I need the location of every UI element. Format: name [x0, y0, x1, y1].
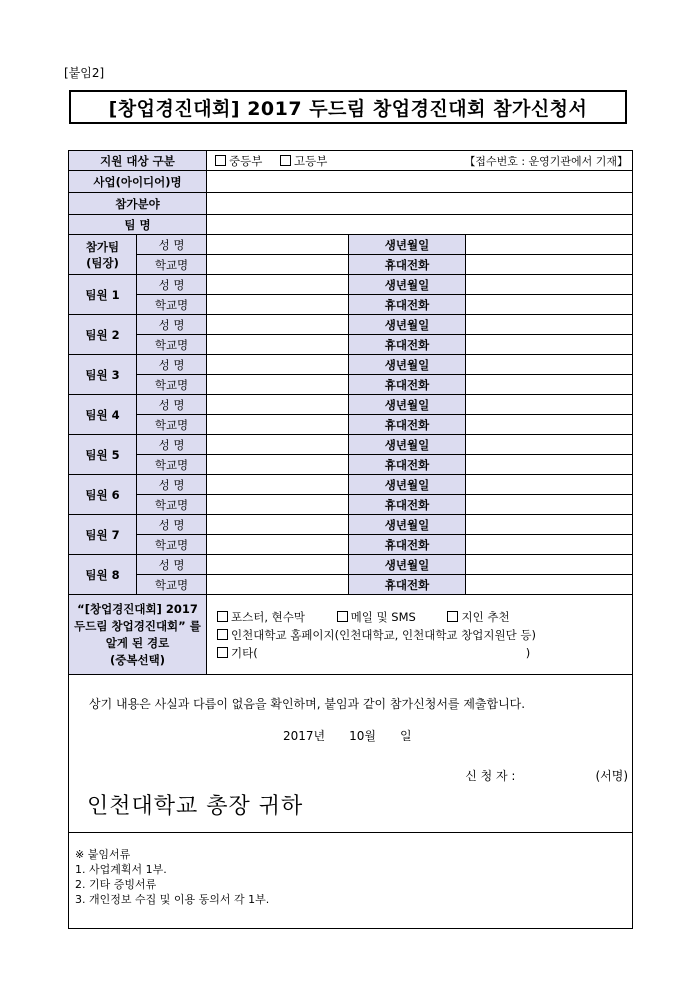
support-label: 지원 대상 구분	[69, 151, 207, 171]
business-name-input[interactable]	[207, 171, 633, 193]
member-phone-input[interactable]	[466, 375, 633, 395]
leader-phone-label: 휴대전화	[349, 255, 466, 275]
option-poster: 포스터, 현수막	[231, 609, 305, 624]
option-homepage: 인천대학교 홈페이지(인천대학교, 인천대학교 창업지원단 등)	[231, 627, 536, 642]
member-phone-input[interactable]	[466, 295, 633, 315]
member-name-label: 성 명	[137, 515, 207, 535]
attachments-section	[69, 833, 633, 929]
member-phone-label: 휴대전화	[349, 295, 466, 315]
member-phone-input[interactable]	[466, 415, 633, 435]
attachment-item: 1. 사업계획서 1부.	[75, 863, 167, 876]
member-school-input[interactable]	[207, 455, 349, 475]
leader-label: 참가팀 (팀장)	[69, 235, 137, 275]
member-school-label: 학교명	[137, 455, 207, 475]
member-name-input[interactable]	[207, 475, 349, 495]
leader-school-label: 학교명	[137, 255, 207, 275]
member-birth-input[interactable]	[466, 395, 633, 415]
member-school-label: 학교명	[137, 335, 207, 355]
receipt-number-note: 【접수번호 : 운영기관에서 기재】	[464, 154, 629, 168]
option-mail-sms: 메일 및 SMS	[350, 609, 416, 624]
member-name-input[interactable]	[207, 395, 349, 415]
member-school-input[interactable]	[207, 295, 349, 315]
member-phone-label: 휴대전화	[349, 335, 466, 355]
leader-name-input[interactable]	[207, 235, 349, 255]
team-name-input[interactable]	[207, 215, 633, 235]
member-birth-input[interactable]	[466, 475, 633, 495]
member-birth-label: 생년월일	[349, 475, 466, 495]
member-name-label: 성 명	[137, 475, 207, 495]
member-name-input[interactable]	[207, 515, 349, 535]
member-label: 팀원 4	[69, 395, 137, 435]
checkbox-middle-school[interactable]	[215, 155, 226, 166]
member-birth-label: 생년월일	[349, 435, 466, 455]
field-input[interactable]	[207, 193, 633, 215]
member-phone-label: 휴대전화	[349, 455, 466, 475]
addressee: 인천대학교 총장 귀하	[87, 794, 304, 819]
member-phone-input[interactable]	[466, 535, 633, 555]
support-options	[207, 151, 633, 171]
member-school-label: 학교명	[137, 375, 207, 395]
member-school-input[interactable]	[207, 575, 349, 595]
member-label: 팀원 7	[69, 515, 137, 555]
member-name-input[interactable]	[207, 315, 349, 335]
checkbox-high-school[interactable]	[280, 155, 291, 166]
form-title: [창업경진대회] 2017 두드림 창업경진대회 참가신청서	[69, 90, 627, 124]
member-phone-label: 휴대전화	[349, 575, 466, 595]
member-name-input[interactable]	[207, 555, 349, 575]
member-phone-label: 휴대전화	[349, 415, 466, 435]
leader-birth-label: 생년월일	[349, 235, 466, 255]
option-high-school: 고등부	[294, 153, 328, 168]
member-school-label: 학교명	[137, 415, 207, 435]
member-name-input[interactable]	[207, 275, 349, 295]
field-label: 참가분야	[69, 193, 207, 215]
declaration-text: 상기 내용은 사실과 다름이 없음을 확인하며, 붙임과 같이 참가신청서를 제출합니다.	[89, 697, 526, 711]
member-phone-input[interactable]	[466, 455, 633, 475]
member-school-input[interactable]	[207, 335, 349, 355]
declaration-section	[69, 675, 633, 833]
declaration-date: 2017년 10월 일	[283, 729, 412, 743]
attachment-item: 2. 기타 증빙서류	[75, 878, 157, 891]
member-school-input[interactable]	[207, 535, 349, 555]
checkbox-referral[interactable]	[447, 611, 458, 622]
option-other: 기타(	[231, 645, 258, 660]
member-phone-label: 휴대전화	[349, 495, 466, 515]
leader-birth-input[interactable]	[466, 235, 633, 255]
member-name-label: 성 명	[137, 555, 207, 575]
member-phone-label: 휴대전화	[349, 535, 466, 555]
member-birth-label: 생년월일	[349, 515, 466, 535]
route-options	[207, 595, 633, 675]
member-birth-input[interactable]	[466, 515, 633, 535]
member-label: 팀원 1	[69, 275, 137, 315]
member-phone-input[interactable]	[466, 495, 633, 515]
member-birth-input[interactable]	[466, 555, 633, 575]
attachment-label: [붙임2]	[64, 66, 105, 80]
checkbox-mail-sms[interactable]	[337, 611, 348, 622]
member-phone-input[interactable]	[466, 575, 633, 595]
member-birth-label: 생년월일	[349, 275, 466, 295]
checkbox-other[interactable]	[217, 647, 228, 658]
business-name-label: 사업(아이디어)명	[69, 171, 207, 193]
member-label: 팀원 3	[69, 355, 137, 395]
checkbox-homepage[interactable]	[217, 629, 228, 640]
member-birth-input[interactable]	[466, 355, 633, 375]
member-school-label: 학교명	[137, 495, 207, 515]
member-name-label: 성 명	[137, 275, 207, 295]
attachments-header: ※ 붙임서류	[75, 848, 131, 861]
member-school-label: 학교명	[137, 295, 207, 315]
option-referral: 지인 추천	[461, 609, 510, 624]
member-label: 팀원 6	[69, 475, 137, 515]
member-school-label: 학교명	[137, 575, 207, 595]
route-label: “[창업경진대회] 2017 두드림 창업경진대회” 를 알게 된 경로 (중복선택)	[69, 595, 207, 675]
member-label: 팀원 8	[69, 555, 137, 595]
member-birth-label: 생년월일	[349, 395, 466, 415]
member-birth-label: 생년월일	[349, 555, 466, 575]
member-school-input[interactable]	[207, 375, 349, 395]
member-birth-input[interactable]	[466, 435, 633, 455]
member-school-input[interactable]	[207, 415, 349, 435]
member-school-input[interactable]	[207, 495, 349, 515]
member-name-label: 성 명	[137, 435, 207, 455]
member-name-label: 성 명	[137, 355, 207, 375]
member-name-input[interactable]	[207, 355, 349, 375]
member-birth-label: 생년월일	[349, 315, 466, 335]
member-name-input[interactable]	[207, 435, 349, 455]
applicant-signature: 신 청 자 : (서명)	[465, 769, 629, 783]
checkbox-poster[interactable]	[217, 611, 228, 622]
member-label: 팀원 5	[69, 435, 137, 475]
member-phone-label: 휴대전화	[349, 375, 466, 395]
member-phone-input[interactable]	[466, 335, 633, 355]
leader-phone-input[interactable]	[466, 255, 633, 275]
attachment-item: 3. 개인정보 수집 및 이용 동의서 각 1부.	[75, 893, 270, 906]
member-name-label: 성 명	[137, 315, 207, 335]
application-form-table	[68, 150, 633, 929]
member-birth-input[interactable]	[466, 315, 633, 335]
member-birth-input[interactable]	[466, 275, 633, 295]
team-name-label: 팀 명	[69, 215, 207, 235]
member-label: 팀원 2	[69, 315, 137, 355]
member-school-label: 학교명	[137, 535, 207, 555]
leader-name-label: 성 명	[137, 235, 207, 255]
member-birth-label: 생년월일	[349, 355, 466, 375]
option-middle-school: 중등부	[229, 153, 263, 168]
option-other-close: )	[525, 645, 531, 660]
member-name-label: 성 명	[137, 395, 207, 415]
leader-school-input[interactable]	[207, 255, 349, 275]
